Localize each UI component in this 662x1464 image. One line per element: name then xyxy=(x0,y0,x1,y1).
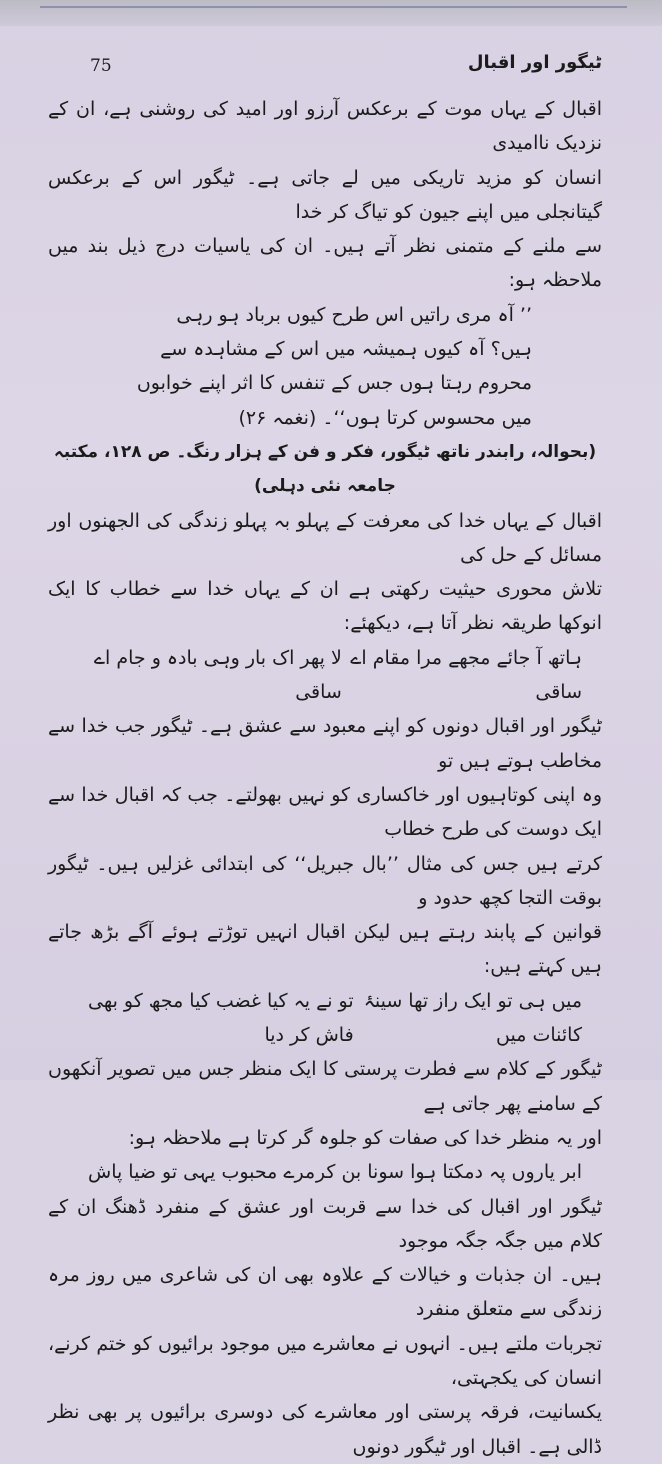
poem-line: ’’ آہ مری راتیں اس طرح کیوں برباد ہو رہی xyxy=(176,303,532,326)
couplet-first-hemistich: ابر یاروں پہ دمکتا ہوا سونا بن کر xyxy=(315,1161,582,1184)
couplet-2 xyxy=(48,984,602,1053)
text-line: یکسانیت، فرقہ پرستی اور معاشرے کی دوسری برائیوں پر بھی نظر ڈالی ہے۔ اقبال اور ٹیگور دونوں xyxy=(48,1401,602,1458)
couplet-3 xyxy=(48,1155,602,1189)
page-header xyxy=(60,52,602,84)
text-line: تجربات ملتے ہیں۔ انہوں نے معاشرے میں موجود برائیوں کو ختم کرنے، انسان کی یکجہتی، xyxy=(48,1332,602,1389)
couplet-first-hemistich: ہاتھ آ جائے مجھے مرا مقام اے ساقی xyxy=(350,646,582,704)
page-number: 75 xyxy=(90,56,112,76)
text-line: ٹیگور کے کلام سے فطرت پرستی کا ایک منظر جس میں تصویر آنکھوں کے سامنے پھر جاتی ہے xyxy=(48,1058,602,1115)
text-line: ٹیگور اور اقبال کی خدا سے قربت اور عشق کے منفرد ڈھنگ ان کے کلام میں جگہ جگہ موجود xyxy=(48,1195,602,1252)
couplet-first-hemistich: میں ہی تو ایک راز تھا سینۂ کائنات میں xyxy=(363,989,582,1047)
citation: (بحوالہ، رابندر ناتھ ٹیگور، فکر و فن کے ہزار رنگ۔ ص ۱۲۸، مکتبہ جامعہ نئی دہلی) xyxy=(53,441,597,497)
text-line: قوانین کے پابند رہتے ہیں لیکن اقبال انہیں توڑتے ہوئے آگے بڑھ جاتے ہیں کہتے ہیں: xyxy=(48,921,602,978)
text-line: اقبال کے یہاں موت کے برعکس آرزو اور امید کی روشنی ہے، ان کے نزدیک ناامیدی xyxy=(48,98,602,155)
text-line: انسان کو مزید تاریکی میں لے جاتی ہے۔ ٹیگور اس کے برعکس گیتانجلی میں اپنے جیون کو تیاگ کر خدا xyxy=(48,166,602,223)
text-line: اور یہ منظر خدا کی صفات کو جلوہ گر کرتا ہے ملاحظہ ہو: xyxy=(128,1126,602,1149)
poem-line: محروم رہتا ہوں جس کے تنفس کا اثر اپنے خوابوں xyxy=(136,372,532,395)
paragraph-1 xyxy=(48,92,602,298)
scan-edge-line xyxy=(40,6,627,8)
page-body xyxy=(48,92,602,1464)
text-line: ٹیگور اور اقبال دونوں کو اپنے معبود سے عشق ہے۔ ٹیگور جب خدا سے مخاطب ہوتے ہیں تو xyxy=(48,715,602,772)
paragraph-4 xyxy=(48,1052,602,1155)
text-line: تلاش محوری حیثیت رکھتی ہے ان کے یہاں خدا سے خطاب کا ایک انوکھا طریقہ نظر آتا ہے، دیکھئے: xyxy=(48,578,602,635)
paragraph-3 xyxy=(48,709,602,983)
text-line: اقبال کے یہاں خدا کی معرفت کے پہلو بہ پہلو زندگی کی الجھنوں اور مسائل کے حل کی xyxy=(48,509,602,566)
text-line: وہ اپنی کوتاہیوں اور خاکساری کو نہیں بھولتے۔ جب کہ اقبال خدا سے ایک دوست کی طرح خطاب xyxy=(48,783,602,841)
couplet-second-hemistich: تو نے یہ کیا غضب کیا مجھ کو بھی فاش کر دیا xyxy=(87,989,354,1047)
paragraph-5 xyxy=(48,1190,602,1464)
couplet-second-hemistich: لا پھر اک بار وہی بادہ و جام اے ساقی xyxy=(93,646,342,704)
poem-line: ہیں؟ آہ کیوں ہمیشہ میں اس کے مشاہدہ سے xyxy=(160,338,532,361)
quoted-poem xyxy=(48,298,602,435)
scan-top-edge xyxy=(0,0,662,26)
text-line: کرتے ہیں جس کی مثال ’’بال جبریل‘‘ کی ابتدائی غزلیں ہیں۔ ٹیگور بوقت التجا کچھ حدود و xyxy=(48,852,602,909)
poem-line: میں محسوس کرتا ہوں‘‘۔ (نغمہ ۲۶) xyxy=(238,406,532,429)
running-title: ٹیگور اور اقبال xyxy=(467,52,602,73)
couplet-1 xyxy=(48,641,602,710)
text-line: ہیں۔ ان جذبات و خیالات کے علاوہ بھی ان کی شاعری میں روز مرہ زندگی سے متعلق منفرد xyxy=(48,1264,602,1321)
text-line: سے ملنے کے متمنی نظر آتے ہیں۔ ان کی یاسیات درج ذیل بند میں ملاحظہ ہو: xyxy=(48,235,602,292)
paragraph-2 xyxy=(48,504,602,641)
couplet-second-hemistich: مرے محبوب یہی تو ضیا پاش xyxy=(88,1161,316,1184)
